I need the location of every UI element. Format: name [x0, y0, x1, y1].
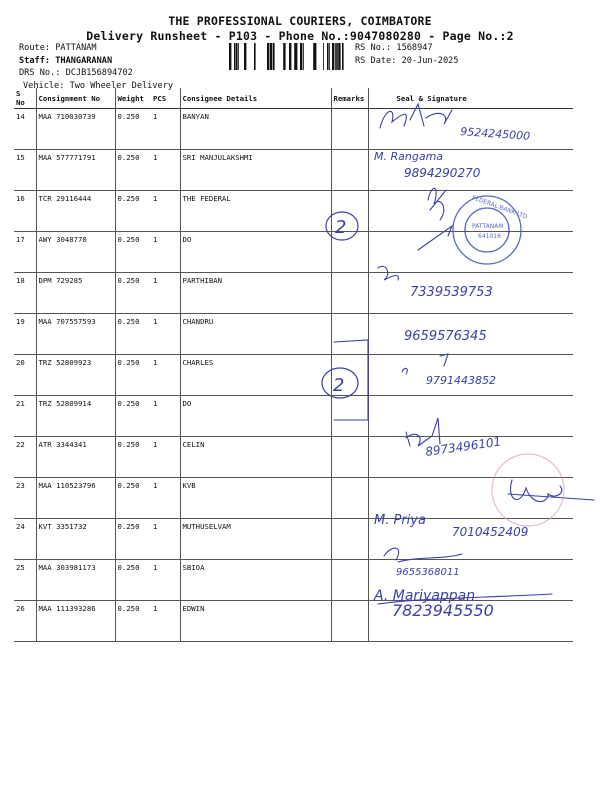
cell-consignment: TRZ 52809914: [36, 396, 115, 437]
cell-consignee: EDWIN: [180, 601, 331, 642]
cell-remarks: [331, 601, 368, 642]
handwritten-phone: 7339539753: [410, 285, 493, 300]
cell-consignment: ATR 3344341: [36, 437, 115, 478]
cell-consignment: AWY 3048770: [36, 232, 115, 273]
handwritten-phone: 9659576345: [404, 329, 487, 344]
barcode-bar: [332, 43, 334, 70]
staff-label: Staff: THANGARANAN: [19, 55, 113, 66]
cell-remarks: [331, 273, 368, 314]
cell-signature: [368, 519, 573, 560]
cell-consignee: DO: [180, 396, 331, 437]
barcode-bar: [294, 43, 295, 70]
cell-consignee: DO: [180, 232, 331, 273]
cell-consignee: SBIOA: [180, 560, 331, 601]
consignment-table: [14, 88, 573, 642]
cell-consignment: MAA 710030739: [36, 109, 115, 150]
runsheet-subtitle: Delivery Runsheet - P103 - Phone No.:9047080280 - Page No.:2: [86, 29, 514, 43]
cell-remarks: [331, 191, 368, 232]
barcode-bar: [238, 43, 239, 70]
barcode-bar: [323, 43, 324, 70]
table-row: [14, 109, 573, 150]
cell-pcs: 1: [151, 478, 180, 519]
barcode-bar: [236, 43, 238, 70]
cell-pcs: 1: [151, 232, 180, 273]
col-header-pcs: PCS: [151, 88, 180, 109]
table-row: [14, 478, 573, 519]
cell-weight: 0.250: [115, 396, 151, 437]
cell-remarks: [331, 109, 368, 150]
barcode-bar: [335, 43, 336, 70]
cell-consignee: SRI MANJULAKSHMI: [180, 150, 331, 191]
barcode-bar: [244, 43, 246, 70]
cell-signature: [368, 601, 573, 642]
cell-sno: 25: [14, 560, 36, 601]
rs-number: RS No.: 1568947: [355, 43, 433, 53]
cell-weight: 0.250: [115, 150, 151, 191]
cell-consignment: MAA 707557593: [36, 314, 115, 355]
col-header-consignee: Consignee Details: [180, 88, 331, 109]
cell-remarks: [331, 150, 368, 191]
table-row: [14, 150, 573, 191]
svg-text:FEDERAL BANK LTD: FEDERAL BANK LTD: [471, 194, 529, 221]
cell-consignee: BANYAN: [180, 109, 331, 150]
cell-pcs: 1: [151, 355, 180, 396]
cell-consignment: MAA 111393286: [36, 601, 115, 642]
cell-remarks: [331, 560, 368, 601]
cell-sno: 14: [14, 109, 36, 150]
cell-weight: 0.250: [115, 355, 151, 396]
cell-signature: [368, 191, 573, 232]
cell-sno: 20: [14, 355, 36, 396]
cell-weight: 0.250: [115, 560, 151, 601]
barcode-bar: [337, 43, 338, 70]
cell-sno: 19: [14, 314, 36, 355]
cell-remarks: [331, 519, 368, 560]
table-row: [14, 314, 573, 355]
cell-signature: [368, 109, 573, 150]
cell-signature: [368, 560, 573, 601]
cell-pcs: 1: [151, 314, 180, 355]
barcode: [227, 43, 345, 70]
table-row: [14, 519, 573, 560]
cell-weight: 0.250: [115, 519, 151, 560]
cell-signature: [368, 273, 573, 314]
table-row: [14, 437, 573, 478]
svg-text:2: 2: [333, 375, 345, 396]
cell-weight: 0.250: [115, 232, 151, 273]
vehicle-label: Vehicle: Two Wheeler Delivery: [23, 80, 174, 91]
col-header-signature: Seal & Signature: [368, 88, 573, 109]
cell-pcs: 1: [151, 273, 180, 314]
cell-weight: 0.250: [115, 109, 151, 150]
cell-consignment: TCR 29116444: [36, 191, 115, 232]
cell-remarks: [331, 478, 368, 519]
cell-weight: 0.250: [115, 601, 151, 642]
cell-consignment: DPM 729285: [36, 273, 115, 314]
cell-consignment: MAA 303981173: [36, 560, 115, 601]
cell-sno: 15: [14, 150, 36, 191]
cell-consignee: CHANDRU: [180, 314, 331, 355]
table-row: [14, 232, 573, 273]
svg-text:PATTANAM: PATTANAM: [472, 223, 504, 230]
table-row: [14, 355, 573, 396]
col-header-remarks: Remarks: [331, 88, 368, 109]
svg-text:2: 2: [335, 217, 347, 238]
cell-consignee: CELIN: [180, 437, 331, 478]
cell-sno: 22: [14, 437, 36, 478]
cell-consignee: PARTHIBAN: [180, 273, 331, 314]
cell-pcs: 1: [151, 560, 180, 601]
runsheet-meta-right: [355, 42, 458, 67]
col-header-sno: S No: [14, 88, 36, 109]
rs-date: RS Date: 20-Jun-2025: [355, 55, 459, 66]
cell-sno: 24: [14, 519, 36, 560]
table-header-row: [14, 88, 573, 109]
cell-weight: 0.250: [115, 273, 151, 314]
barcode-bar: [338, 43, 339, 70]
cell-consignee: MUTHUSELVAM: [180, 519, 331, 560]
cell-remarks: [331, 355, 368, 396]
cell-signature: [368, 314, 573, 355]
cell-signature: [368, 355, 573, 396]
table-row: [14, 191, 573, 232]
cell-signature: [368, 150, 573, 191]
cell-pcs: 1: [151, 396, 180, 437]
runsheet-meta-left: [19, 42, 173, 92]
cell-consignment: MAA 577771791: [36, 150, 115, 191]
cell-consignee: KVB: [180, 478, 331, 519]
handwritten-phone: 7010452409: [452, 525, 529, 539]
handwritten-phone: 9791443852: [426, 374, 496, 387]
handwritten-phone: 9524245000: [459, 125, 531, 143]
cell-pcs: 1: [151, 109, 180, 150]
cell-sno: 26: [14, 601, 36, 642]
route-label: Route: PATTANAM: [19, 43, 97, 53]
handwritten-name: M. Rangama: [374, 150, 444, 163]
cell-consignment: KVT 3351732: [36, 519, 115, 560]
cell-consignment: MAA 110523796: [36, 478, 115, 519]
barcode-bar: [289, 43, 291, 70]
cell-pcs: 1: [151, 191, 180, 232]
barcode-bar: [295, 43, 297, 70]
cell-weight: 0.250: [115, 191, 151, 232]
barcode-bar: [254, 43, 256, 70]
handwritten-phone: 9894290270: [404, 166, 481, 180]
barcode-bar: [336, 43, 337, 70]
cell-sno: 21: [14, 396, 36, 437]
cell-weight: 0.250: [115, 437, 151, 478]
cell-consignee: CHARLES: [180, 355, 331, 396]
cell-sno: 17: [14, 232, 36, 273]
cell-signature: [368, 396, 573, 437]
handwritten-name: A. Mariyappan: [374, 588, 476, 604]
barcode-bar: [329, 43, 330, 70]
barcode-bar: [267, 43, 269, 70]
barcode-bar: [339, 43, 341, 70]
handwritten-phone: 8973496101: [424, 434, 503, 459]
handwritten-phone: 9655368011: [396, 567, 460, 578]
cell-remarks: [331, 437, 368, 478]
cell-pcs: 1: [151, 150, 180, 191]
cell-remarks: [331, 232, 368, 273]
drs-number: DRS No.: DCJB156894702: [19, 68, 133, 78]
handwritten-phone: 7823945550: [392, 601, 494, 620]
col-header-consignment: Consignment No: [36, 88, 115, 109]
cell-remarks: [331, 396, 368, 437]
barcode-bar: [273, 43, 275, 70]
barcode-bar: [229, 43, 231, 70]
cell-pcs: 1: [151, 601, 180, 642]
cell-weight: 0.250: [115, 478, 151, 519]
cell-sno: 23: [14, 478, 36, 519]
svg-text:641016: 641016: [478, 233, 501, 240]
handwritten-name: M. Priya: [374, 513, 426, 528]
barcode-bar: [284, 43, 286, 70]
cell-consignment: TRZ 52809923: [36, 355, 115, 396]
cell-consignee: THE FEDERAL: [180, 191, 331, 232]
barcode-bar: [327, 43, 329, 70]
table-row: [14, 560, 573, 601]
table-row: [14, 601, 573, 642]
barcode-bar: [283, 43, 284, 70]
table-row: [14, 396, 573, 437]
cell-signature: [368, 232, 573, 273]
barcode-bar: [313, 43, 314, 70]
barcode-bar: [342, 43, 344, 70]
col-header-weight: Weight: [115, 88, 151, 109]
company-title: THE PROFESSIONAL COURIERS, COIMBATORE: [168, 14, 432, 28]
cell-signature: [368, 478, 573, 519]
barcode-bar: [314, 43, 316, 70]
cell-pcs: 1: [151, 437, 180, 478]
cell-pcs: 1: [151, 519, 180, 560]
cell-weight: 0.250: [115, 314, 151, 355]
cell-signature: [368, 437, 573, 478]
cell-sno: 18: [14, 273, 36, 314]
table-row: [14, 273, 573, 314]
cell-sno: 16: [14, 191, 36, 232]
barcode-bar: [270, 43, 272, 70]
cell-remarks: [331, 314, 368, 355]
barcode-bar: [300, 43, 302, 70]
barcode-bar: [303, 43, 304, 70]
barcode-bar: [234, 43, 236, 70]
